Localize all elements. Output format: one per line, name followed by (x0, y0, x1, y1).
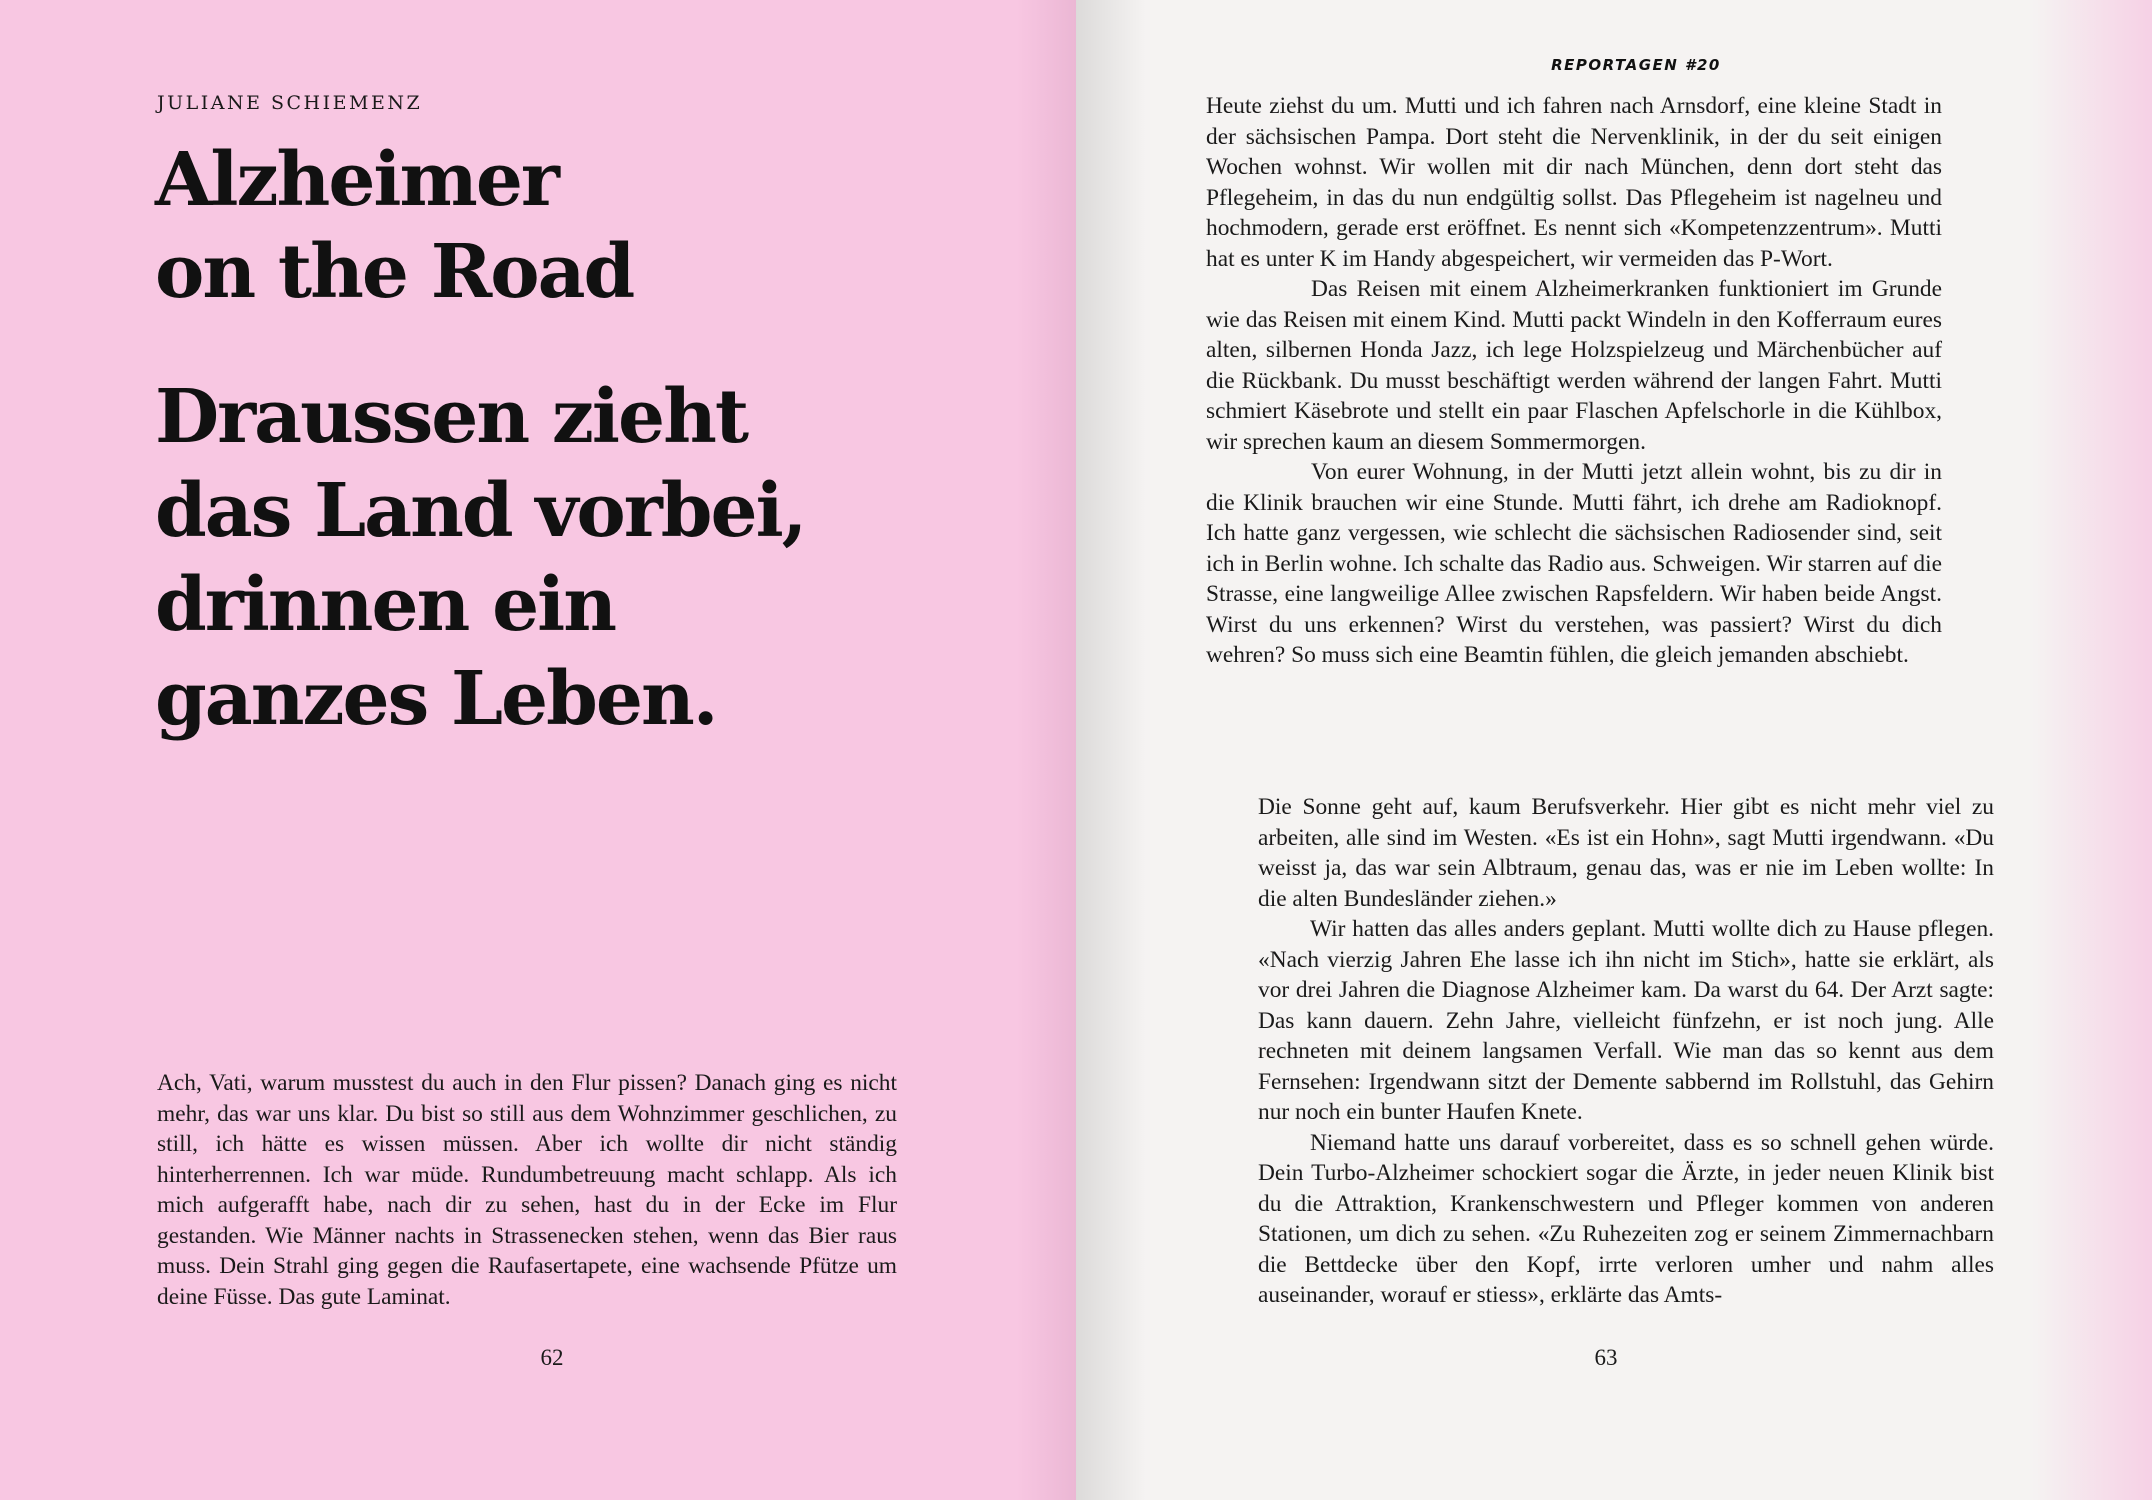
subtitle-line-2: das Land vorbei, (155, 468, 806, 554)
intro-paragraph: Ach, Vati, warum musstest du auch in den Flur pissen? Danach ging es nicht mehr, das war uns klar. Du bist so still aus dem Wohnzimmer geschlichen, zu still, ich hätte es wissen müssen. Aber ich wollte dir nicht ständig hinterherrennen. Ich war müde. Rundumbetreuung macht schlapp. Als ich mich aufgerafft habe, nach dir zu sehen, hast du in der Ecke im Flur gestanden. Wie Männer nachts in Strassenecken stehen, wenn das Bier raus muss. Dein Strahl ging gegen die Raufasertapete, eine wachsende Pfütze um deine Füsse. Das gute Laminat. (157, 1070, 897, 1310)
body-paragraph: Von eurer Wohnung, in der Mutti jetzt allein wohnt, bis zu dir in die Klinik brauchen wir eine Stunde. Mutti fährt, ich drehe am Radioknopf. Ich hatte ganz vergessen, wie schlecht die sächsischen Radiosender sind, seit ich in Berlin wohne. Ich schalte das Radio aus. Schweigen. Wir starren auf die Strasse, eine langweilige Allee zwischen Rapsfeldern. Wir haben beide Angst. Wirst du uns erkennen? Wirst du verstehen, was passiert? Wirst du dich wehren? So muss sich eine Beamtin fühlen, die gleich jemanden abschiebt. (1206, 459, 1942, 668)
body-text-block-1 (1206, 91, 1942, 671)
article-subtitle (155, 370, 1055, 746)
title-line-1: Alzheimer (155, 137, 558, 223)
body-text-block-2 (1258, 792, 1994, 1311)
subtitle-line-4: ganzes Leben. (155, 656, 717, 742)
subtitle-line-3: drinnen ein (155, 562, 616, 648)
article-title (155, 134, 955, 318)
body-paragraph: Wir hatten das alles anders geplant. Mutti wollte dich zu Hause pflegen. «Nach vierzig Jahren Ehe lasse ich ihn nicht im Stich», hatte sie erklärt, als vor drei Jahren die Diagnose Alzheimer kam. Da warst du 64. Der Arzt sagte: Das kann dauern. Zehn Jahre, vielleicht fünfzehn, er ist noch jung. Alle rechneten mit deinem langsamen Verfall. Wie man das so kennt aus dem Fernsehen: Irgendwann sitzt der Demente sabbernd im Rollstuhl, das Gehirn nur noch ein bunter Haufen Knete. (1258, 916, 1994, 1125)
page-number-left: 62 (540, 1345, 564, 1370)
body-paragraph: Niemand hatte uns darauf vorbereitet, dass es so schnell gehen würde. Dein Turbo-Alzheimer schockiert sogar die Ärzte, in jeder neuen Klinik bist du die Attraktion, Krankenschwestern und Pfleger kommen von anderen Stationen, um dich zu sehen. «Zu Ruhezeiten zog er seinem Zimmernachbarn die Bettdecke über den Kopf, irrte verloren umher und nahm alles auseinander, worauf er stiess», erklärte das Amts- (1258, 1129, 1994, 1308)
page-number-right: 63 (1594, 1345, 1618, 1370)
right-page (1076, 0, 2152, 1500)
subtitle-line-1: Draussen zieht (155, 374, 748, 460)
author-name: JULIANE SCHIEMENZ (157, 92, 423, 114)
body-paragraph: Die Sonne geht auf, kaum Berufsverkehr. Hier gibt es nicht mehr viel zu arbeiten, alle sind im Westen. «Es ist ein Hohn», sagt Mutti irgendwann. «Du weisst ja, das war sein Albtraum, genau das, was er nie im Leben wollte: In die alten Bundesländer ziehen.» (1258, 794, 1994, 912)
running-head: REPORTAGEN #20 (1551, 56, 1721, 74)
body-paragraph: Das Reisen mit einem Alzheimerkranken funktioniert im Grunde wie das Reisen mit einem Kind. Mutti packt Windeln in den Kofferraum eures alten, silbernen Honda Jazz, ich lege Holzspielzeug und Märchenbücher auf die Rückbank. Du musst beschäftigt werden während der langen Fahrt. Mutti schmiert Käsebrote und stellt ein paar Flaschen Apfelschorle in die Kühlbox, wir sprechen kaum an diesem Sommermorgen. (1206, 276, 1942, 455)
title-line-2: on the Road (155, 229, 634, 315)
body-paragraph: Heute ziehst du um. Mutti und ich fahren nach Arnsdorf, eine kleine Stadt in der sächsischen Pampa. Dort steht die Nervenklinik, in der du seit einigen Wochen wohnst. Wir wollen mit dir nach München, denn dort steht das Pflegeheim, in das du nun endgültig sollst. Das Pflegeheim ist nagelneu und hochmodern, gerade erst eröffnet. Es nennt sich «Kompetenzzentrum». Mutti hat es unter K im Handy abgespeichert, wir vermeiden das P-Wort. (1206, 93, 1942, 272)
